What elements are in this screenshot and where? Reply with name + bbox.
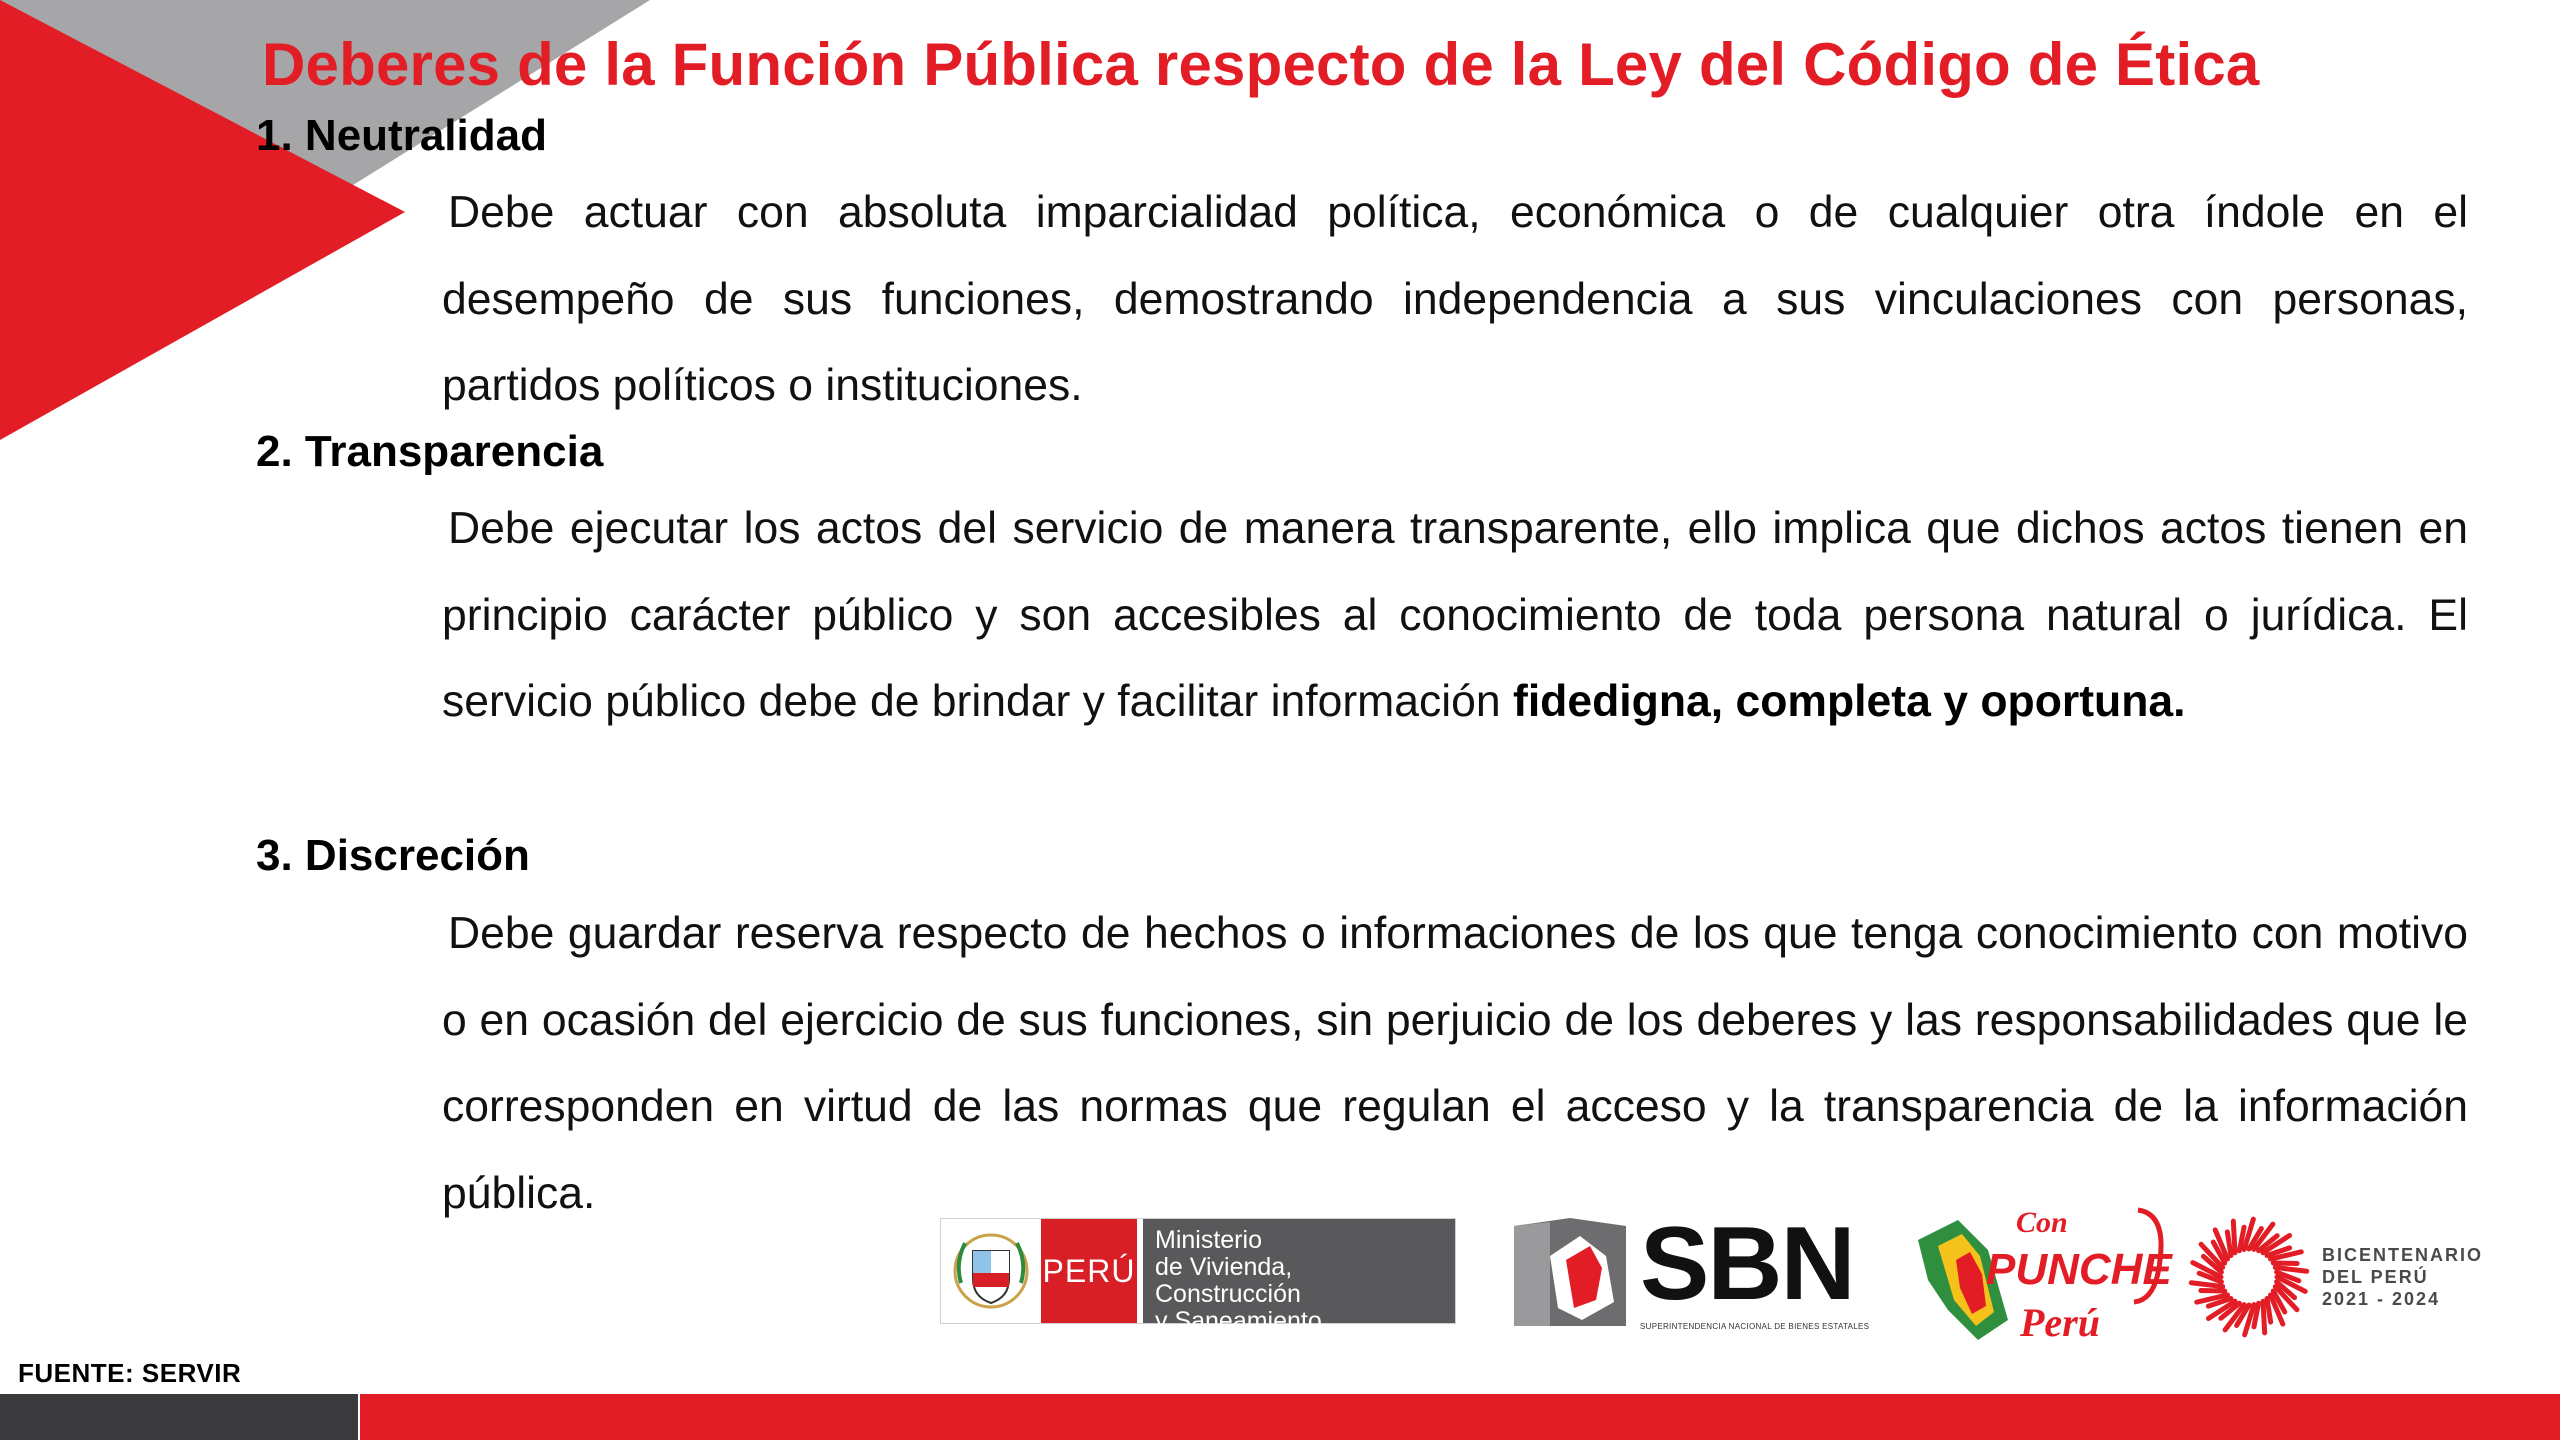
section-text-transparencia bbox=[442, 486, 2468, 746]
section-heading-discrecion: 3. Discreción bbox=[256, 831, 530, 880]
punche-main-text: PUNCHE bbox=[1986, 1245, 2172, 1294]
peru-label: PERÚ bbox=[1041, 1219, 1137, 1323]
bicentenario-line-1: BICENTENARIO bbox=[2322, 1245, 2484, 1265]
ministry-line-2: de Vivienda, Construcción bbox=[1155, 1253, 1301, 1308]
sbn-emblem-icon bbox=[1510, 1216, 1630, 1334]
ministry-line-1: Ministerio bbox=[1155, 1226, 1262, 1254]
section-text-transparencia-bold: fidedigna, completa y oportuna. bbox=[1513, 677, 2186, 726]
bicentenario-emblem-icon bbox=[2186, 1214, 2312, 1340]
section-text-discrecion: Debe guardar reserva respecto de hechos o informaciones de los que tenga conocimiento con motivo o en ocasión del ejercicio de sus funciones, sin perjuicio de los deberes y las responsabilidades que le corresponden en virtud de las normas que regulan el acceso y la transparencia de la información pública. bbox=[442, 909, 2468, 1218]
sbn-subtitle: SUPERINTENDENCIA NACIONAL DE BIENES ESTATALES bbox=[1640, 1322, 1870, 1331]
source-label: FUENTE: SERVIR bbox=[18, 1358, 242, 1388]
ministry-line-3: y Saneamiento bbox=[1155, 1307, 1322, 1335]
section-text-transparencia-regular: Debe ejecutar los actos del servicio de manera transparente, ello implica que dichos actos tienen en principio carácter público y son accesibles al conocimiento de toda persona natural o jurídica. El servicio público debe de brindar y facilitar información bbox=[442, 504, 2468, 726]
punche-peru-text: Perú bbox=[2020, 1300, 2100, 1345]
footer-bar-red bbox=[360, 1394, 2560, 1440]
section-heading-neutralidad: 1. Neutralidad bbox=[256, 111, 547, 160]
bicentenario-line-2: DEL PERÚ bbox=[2322, 1267, 2429, 1287]
peru-shield-icon bbox=[941, 1219, 1041, 1323]
bicentenario-line-3: 2021 - 2024 bbox=[2322, 1289, 2441, 1309]
ministry-logo bbox=[940, 1218, 1456, 1335]
punche-con-text: Con bbox=[2016, 1206, 2068, 1239]
section-text-neutralidad: Debe actuar con absoluta imparcialidad política, económica o de cualquier otra índole en el desempeño de sus funciones, demostrando independencia a sus vinculaciones con personas, partidos políticos o instituciones. bbox=[442, 188, 2468, 410]
ministry-name bbox=[1143, 1219, 1455, 1335]
con-punche-peru-logo bbox=[1898, 1190, 2178, 1350]
page-title: Deberes de la Función Pública respecto de la Ley del Código de Ética bbox=[262, 31, 2260, 98]
section-heading-transparencia: 2. Transparencia bbox=[256, 427, 604, 476]
bicentenario-text bbox=[2322, 1244, 2483, 1310]
footer-bar-dark bbox=[0, 1394, 358, 1440]
sbn-logo-text: SBN bbox=[1640, 1206, 1854, 1322]
